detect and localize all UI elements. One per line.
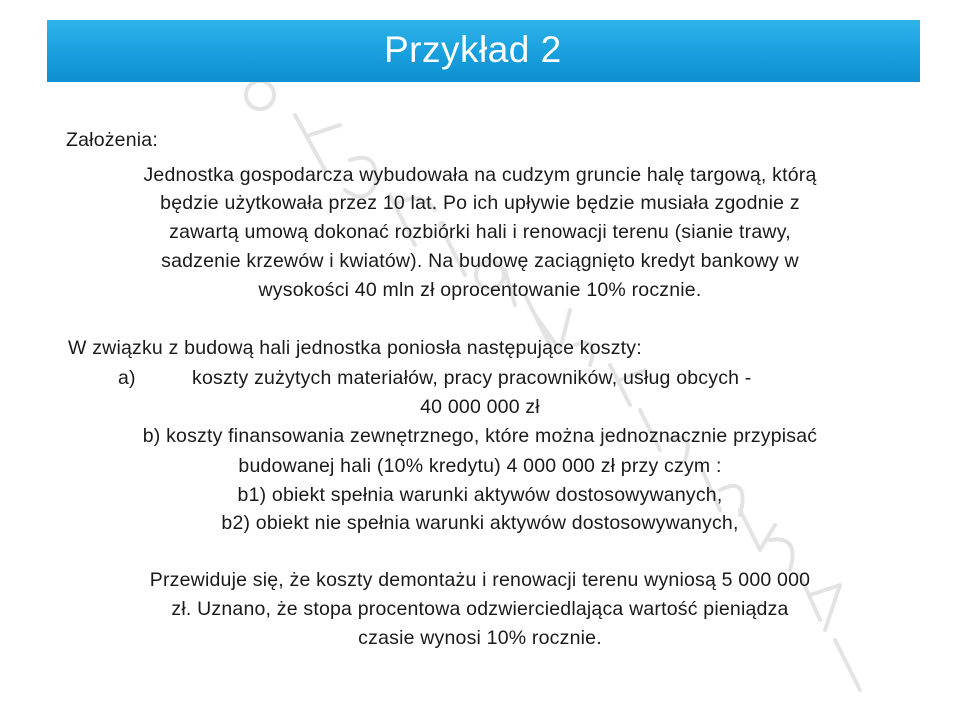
cost-a-amount: 40 000 000 zł: [420, 396, 540, 418]
cost-b-line1: b) koszty finansowania zewnętrznego, które można jednoznacznie przypisać: [142, 425, 818, 447]
paragraph3-line2: zł. Uznano, że stopa procentowa odzwierciedlająca wartość pieniądza: [171, 598, 789, 620]
cost-a-text: koszty zużytych materiałów, pracy pracowników, usług obcych -: [192, 367, 752, 389]
paragraph1-line2: będzie użytkowała przez 10 lat. Po ich upływie będzie musiała zgodnie z: [160, 192, 800, 214]
paragraph1-line3: zawartą umową dokonać rozbiórki hali i renowacji terenu (sianie trawy,: [169, 221, 791, 243]
cost-b1: b1) obiekt spełnia warunki aktywów dostosowywanych,: [237, 484, 723, 506]
paragraph3-line3: czasie wynosi 10% rocznie.: [358, 627, 602, 649]
cost-b2: b2) obiekt nie spełnia warunki aktywów dostosowywanych,: [221, 512, 739, 534]
paragraph3-line1: Przewiduje się, że koszty demontażu i renowacji terenu wyniosą 5 000 000: [149, 569, 811, 591]
paragraph1-line4: sadzenie krzewów i kwiatów). Na budowę zaciągnięto kredyt bankowy w: [161, 250, 799, 272]
cost-a-marker: a): [118, 367, 136, 389]
costs-intro: W związku z budową hali jednostka poniosła następujące koszty:: [68, 337, 642, 359]
paragraph1-line5: wysokości 40 mln zł oprocentowanie 10% rocznie.: [258, 279, 702, 301]
slide-title: Przykład 2: [384, 29, 562, 70]
assumptions-label: Założenia:: [66, 129, 158, 151]
paragraph1-line1: Jednostka gospodarcza wybudowała na cudzym gruncie halę targową, którą: [143, 164, 817, 186]
cost-b-line2: budowanej hali (10% kredytu) 4 000 000 zł przy czym :: [238, 455, 722, 477]
